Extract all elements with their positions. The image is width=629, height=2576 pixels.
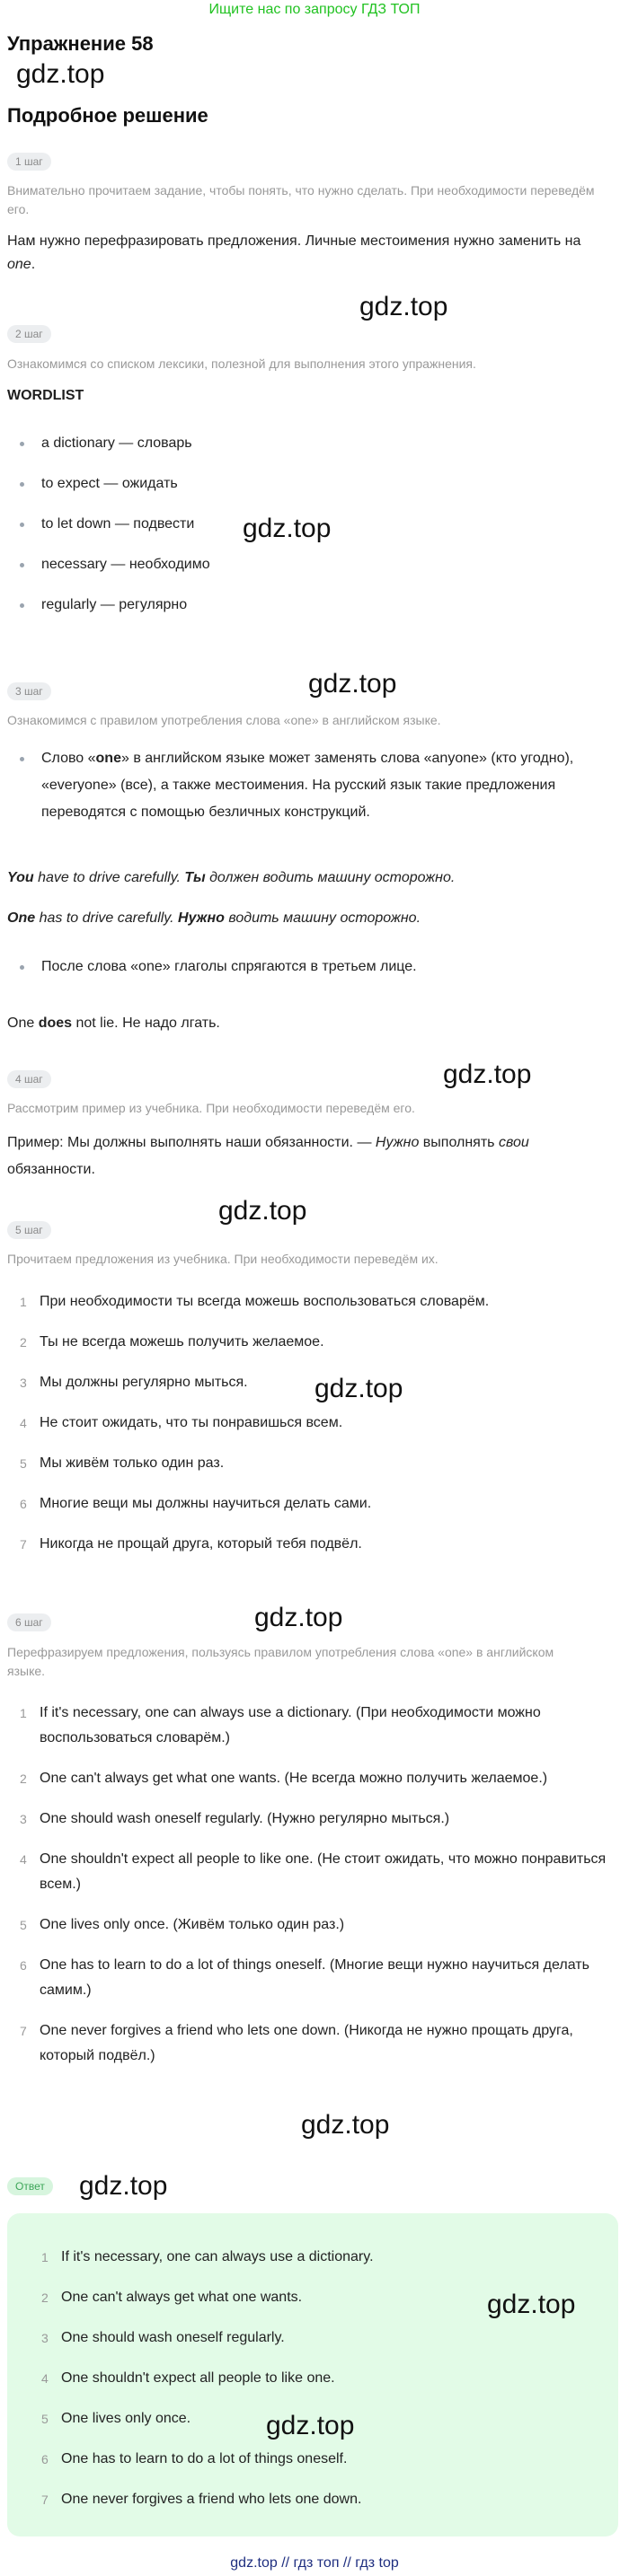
watermark: gdz.top [301, 2110, 390, 2140]
list-item [7, 1847, 611, 1897]
step-1-hint: Внимательно прочитаем задание, чтобы понять, что нужно сделать. При необходимости переведём его. [7, 183, 595, 216]
item-number: 4 [20, 1416, 27, 1430]
page-title: Упражнение 58 [7, 32, 154, 55]
item-number: 5 [20, 1918, 27, 1932]
list-item [7, 1532, 600, 1557]
example-em: Нужно [375, 1135, 420, 1150]
list-item [7, 471, 600, 497]
item-number: 7 [20, 1537, 27, 1552]
answer-text: One has to learn to do a lot of things oneself. [61, 2451, 348, 2466]
step-2-hint: Ознакомимся со списком лексики, полезной для выполнения этого упражнения. [7, 356, 476, 371]
item-number: 1 [41, 2250, 49, 2264]
step-4-hint: Рассмотрим пример из учебника. При необходимости переведём его. [7, 1101, 415, 1115]
watermark: gdz.top [254, 1603, 343, 1632]
list-item [7, 1370, 600, 1395]
top-banner: Ищите нас по запросу ГДЗ ТОП [208, 2, 421, 17]
step-5-hint: Прочитаем предложения из учебника. При необходимости переведём их. [7, 1252, 439, 1266]
watermark: gdz.top [314, 1374, 403, 1403]
list-item [7, 552, 600, 577]
example-em: свои [498, 1135, 529, 1150]
list-item [7, 954, 600, 980]
bullet-icon [20, 523, 24, 527]
list-item [7, 1701, 611, 1751]
list-item [7, 593, 600, 618]
list-item [7, 2018, 611, 2069]
item-number: 6 [20, 1497, 27, 1511]
rule-text: Слово « [41, 751, 96, 766]
step-badge [7, 153, 51, 171]
list-item [7, 1766, 611, 1791]
step-1-text [7, 230, 600, 277]
step-1-text-em: one [7, 257, 31, 272]
example-bold: Ты [184, 870, 206, 885]
list-item [7, 745, 600, 826]
answer-list [29, 2245, 595, 2528]
sentence-text: При необходимости ты всегда можешь воспользоваться словарём. [40, 1294, 490, 1309]
sentence-text: Ты не всегда можешь получить желаемое. [40, 1334, 324, 1350]
list-item [7, 1807, 611, 1832]
step-5-badge: 5 шаг [7, 1221, 51, 1239]
answer-text: One should wash oneself regularly. [61, 2330, 285, 2345]
example-text: водить машину осторожно. [224, 910, 421, 926]
list-item [29, 2447, 595, 2472]
example-text: выполнять [419, 1135, 499, 1150]
example-text: have to drive carefully. [33, 870, 185, 885]
step-2-badge: 2 шаг [7, 325, 51, 343]
sentence-text: One can't always get what one wants. (Не всегда можно получить желаемое.) [40, 1771, 548, 1786]
list-item [7, 1953, 611, 2003]
example-2 [7, 907, 609, 930]
sentence-text: One lives only once. (Живём только один раз.) [40, 1917, 345, 1932]
bullet-icon [20, 603, 24, 608]
list-item [7, 1289, 600, 1314]
example-bold: You [7, 870, 34, 885]
watermark: gdz.top [359, 292, 448, 321]
item-number: 6 [20, 1958, 27, 1973]
item-number: 4 [20, 1852, 27, 1867]
answer-badge: Ответ [7, 2177, 53, 2195]
example-text: One [7, 1015, 39, 1031]
item-number: 7 [20, 2024, 27, 2038]
sentence-text: Многие вещи мы должны научиться делать сами. [40, 1496, 372, 1511]
sentence-text: One has to learn to do a lot of things oneself. (Многие вещи нужно научиться делать самим.) [40, 1957, 589, 1998]
step-3-hint: Ознакомимся с правилом употребления слова «one» в английском языке. [7, 713, 441, 727]
example-text: обязанности. [7, 1162, 95, 1177]
wordlist-item-text: necessary — необходимо [41, 557, 210, 572]
item-number: 7 [41, 2492, 49, 2507]
item-number: 3 [20, 1376, 27, 1390]
item-number: 2 [41, 2290, 49, 2305]
answer-text: One lives only once. [61, 2411, 191, 2426]
example-bold: Нужно [178, 910, 225, 926]
example-bold: does [38, 1015, 73, 1031]
answer-text: One can't always get what one wants. [61, 2290, 303, 2305]
item-number: 2 [20, 1335, 27, 1350]
list-item [29, 2487, 595, 2512]
list-item [7, 1330, 600, 1355]
rule-text: » в английском языке может заменять слова «anyone» (кто угодно), «everyone» (все), а также местоимения. На русский язык такие предложения переводятся с помощью безличных конструкций. [41, 751, 574, 820]
step-4-example [7, 1130, 600, 1183]
wordlist-item-text: to let down — подвести [41, 516, 195, 532]
watermark: gdz.top [218, 1196, 307, 1226]
step-3-badge: 3 шаг [7, 682, 51, 700]
step-6-hint: Перефразируем предложения, пользуясь правилом употребления слова «one» в английском языке. [7, 1645, 554, 1678]
watermark: gdz.top [308, 669, 397, 699]
paraphrase-list [7, 1701, 611, 2084]
step-6-badge: 6 шаг [7, 1613, 51, 1631]
list-item [29, 2366, 595, 2391]
watermark: gdz.top [16, 59, 105, 89]
rule-bullet [7, 745, 600, 841]
answer-text: One shouldn't expect all people to like one. [61, 2370, 335, 2386]
item-number: 2 [20, 1772, 27, 1786]
item-number: 1 [20, 1295, 27, 1309]
item-number: 1 [20, 1706, 27, 1720]
example-text: not lie. Не надо лгать. [72, 1015, 220, 1031]
sentence-text: Никогда не прощай друга, который тебя подвёл. [40, 1536, 362, 1552]
sentence-list [7, 1289, 600, 1572]
wordlist-item-text: a dictionary — словарь [41, 435, 192, 451]
example-text: has to drive carefully. [35, 910, 179, 926]
rule-text: После слова «one» глаголы спрягаются в третьем лице. [41, 959, 417, 974]
watermark: gdz.top [266, 2411, 355, 2440]
example-3 [7, 1012, 220, 1035]
sentence-text: Мы должны регулярно мыться. [40, 1375, 248, 1390]
rule-bullet-2 [7, 954, 600, 995]
example-text: Пример: Мы должны выполнять наши обязанности. — [7, 1135, 376, 1150]
list-item [7, 431, 600, 456]
item-number: 3 [41, 2331, 49, 2345]
solution-heading: Подробное решение [7, 104, 208, 127]
item-number: 5 [41, 2412, 49, 2426]
list-item [29, 2245, 595, 2270]
watermark: gdz.top [243, 514, 332, 543]
sentence-text: One never forgives a friend who lets one down. (Никогда не нужно прощать друга, который подвёл.) [40, 2023, 573, 2063]
rule-text-bold: one [95, 751, 121, 766]
watermark: gdz.top [487, 2290, 576, 2319]
watermark: gdz.top [79, 2171, 168, 2201]
answer-text: One never forgives a friend who lets one down. [61, 2492, 362, 2507]
step-4-badge: 4 шаг [7, 1070, 51, 1088]
list-item [7, 1411, 600, 1436]
item-number: 3 [20, 1812, 27, 1826]
sentence-text: Не стоит ожидать, что ты понравишься всем. [40, 1415, 343, 1430]
sentence-text: One should wash oneself regularly. (Нужно регулярно мыться.) [40, 1811, 450, 1826]
item-number: 5 [20, 1456, 27, 1471]
sentence-text: Мы живём только один раз. [40, 1455, 225, 1471]
example-text: должен водить машину осторожно. [205, 870, 456, 885]
step-1-text-end: . [31, 257, 36, 272]
answer-text: If it's necessary, one can always use a dictionary. [61, 2249, 374, 2264]
bullet-icon [20, 757, 24, 761]
list-item [7, 1912, 611, 1938]
list-item [7, 1451, 600, 1476]
example-1 [7, 866, 609, 890]
bullet-icon [20, 965, 24, 970]
list-item [7, 1491, 600, 1517]
step-1-badge: 1 шаг [7, 153, 51, 171]
wordlist-item-text: to expect — ожидать [41, 476, 178, 491]
footer-links[interactable]: gdz.top // гдз топ // гдз top [230, 2555, 399, 2571]
step-1-text-main: Нам нужно перефразировать предложения. Личные местоимения нужно заменить на [7, 233, 581, 249]
sentence-text: One shouldn't expect all people to like one. (Не стоит ожидать, что можно понравиться всем.) [40, 1851, 607, 1892]
sentence-text: If it's necessary, one can always use a dictionary. (При необходимости можно воспользоваться словарём.) [40, 1705, 541, 1745]
item-number: 4 [41, 2371, 49, 2386]
item-number: 6 [41, 2452, 49, 2466]
wordlist-item-text: regularly — регулярно [41, 597, 188, 612]
bullet-icon [20, 482, 24, 487]
watermark: gdz.top [443, 1059, 532, 1089]
wordlist-heading: WORDLIST [7, 388, 84, 403]
list-item [29, 2325, 595, 2351]
bullet-icon [20, 563, 24, 567]
bullet-icon [20, 442, 24, 446]
example-bold: One [7, 910, 36, 926]
